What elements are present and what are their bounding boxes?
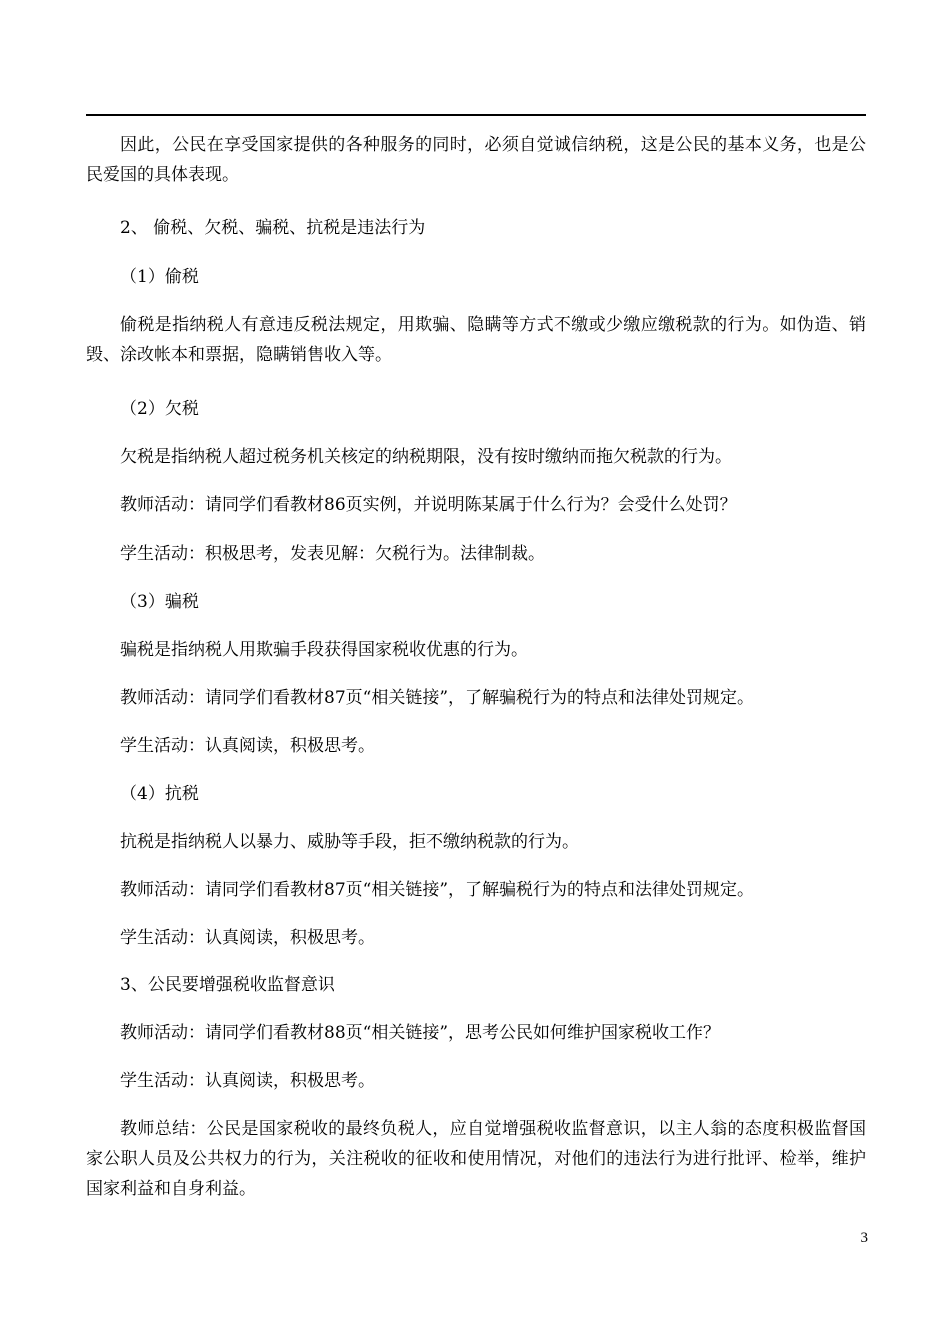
heading-illegal-acts: 2、 偷税、欠税、骗税、抗税是违法行为 xyxy=(120,218,426,238)
subheading-tax-evasion: （1）偷税 xyxy=(120,267,199,287)
paragraph-duty: 因此，公民在享受国家提供的各种服务的同时，必须自觉诚信纳税，这是公民的基本义务，也是公民爱国的具体表现。 xyxy=(86,135,866,185)
teacher-activity-2: 教师活动：请同学们看教材87页“相关链接”，了解骗税行为的特点和法律处罚规定。 xyxy=(120,688,755,708)
student-activity-3: 学生活动：认真阅读，积极思考。 xyxy=(120,928,375,948)
paragraph-tax-evasion: 偷税是指纳税人有意违反税法规定，用欺骗、隐瞒等方式不缴或少缴应缴税款的行为。如伪造、销毁、涂改帐本和票据，隐瞒销售收入等。 xyxy=(86,315,866,365)
page-number: 3 xyxy=(860,1230,868,1246)
subheading-tax-arrears: （2）欠税 xyxy=(120,399,199,419)
header-rule xyxy=(86,114,866,116)
teacher-activity-4: 教师活动：请同学们看教材88页“相关链接”，思考公民如何维护国家税收工作？ xyxy=(120,1023,721,1043)
teacher-summary: 教师总结：公民是国家税收的最终负税人，应自觉增强税收监督意识，以主人翁的态度积极监督国家公职人员及公共权力的行为，关注税收的征收和使用情况，对他们的违法行为进行批评、检举，维护国家利益和自身利益。 xyxy=(86,1119,866,1199)
paragraph-tax-resistance: 抗税是指纳税人以暴力、威胁等手段，拒不缴纳税款的行为。 xyxy=(120,832,579,852)
student-activity-1: 学生活动：积极思考，发表见解：欠税行为。法律制裁。 xyxy=(120,544,545,564)
paragraph-tax-arrears: 欠税是指纳税人超过税务机关核定的纳税期限，没有按时缴纳而拖欠税款的行为。 xyxy=(120,447,732,467)
subheading-tax-fraud: （3）骗税 xyxy=(120,592,199,612)
paragraph-tax-fraud: 骗税是指纳税人用欺骗手段获得国家税收优惠的行为。 xyxy=(120,640,528,660)
student-activity-2: 学生活动：认真阅读，积极思考。 xyxy=(120,736,375,756)
teacher-activity-3: 教师活动：请同学们看教材87页“相关链接”，了解骗税行为的特点和法律处罚规定。 xyxy=(120,880,755,900)
teacher-activity-1: 教师活动：请同学们看教材86页实例，并说明陈某属于什么行为？会受什么处罚？ xyxy=(120,495,737,515)
heading-supervision: 3、公民要增强税收监督意识 xyxy=(120,975,335,995)
subheading-tax-resistance: （4）抗税 xyxy=(120,784,199,804)
student-activity-4: 学生活动：认真阅读，积极思考。 xyxy=(120,1071,375,1091)
